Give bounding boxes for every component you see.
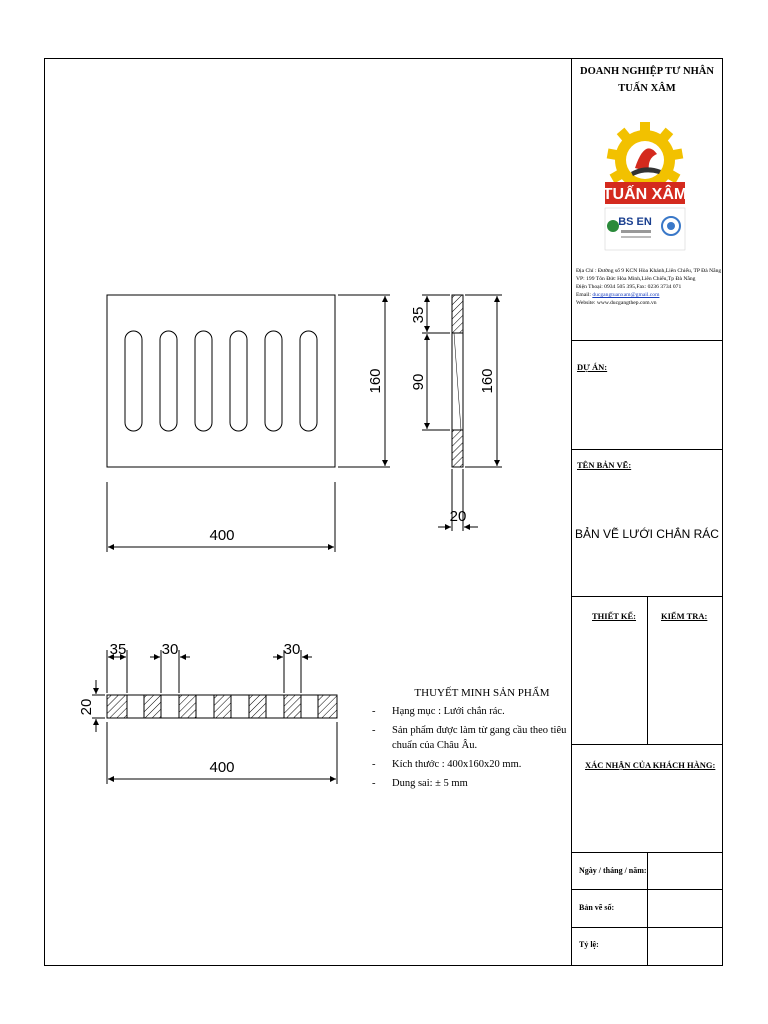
- note-item: - Kích thước : 400x160x20 mm.: [372, 757, 572, 772]
- checker-label: KIỂM TRA:: [661, 611, 708, 621]
- dim-side-mid: 90: [410, 373, 427, 391]
- dim-side-thickness: 20: [449, 508, 467, 525]
- logo-text: TUẤN XÂM: [603, 186, 687, 203]
- section-bar: [318, 695, 337, 718]
- section-bar: [214, 695, 231, 718]
- website-text: Website: www.ducgangthep.com.vn: [576, 300, 657, 306]
- dim-top-width: 400: [209, 527, 235, 544]
- dim-section-thickness: 20: [78, 698, 95, 716]
- section-bar: [179, 695, 196, 718]
- address-text: Địa Chỉ : Đường số 9 KCN Hòa Khánh,Liên Chiểu, TP Đà Nẵng: [576, 268, 722, 274]
- notes-heading: THUYẾT MINH SẢN PHẨM: [414, 687, 550, 699]
- side-hatch-top: [452, 295, 463, 333]
- note-item: - Hạng mục : Lưới chắn rác.: [372, 704, 572, 719]
- slot: [125, 331, 142, 431]
- project-label: DỰ ÁN:: [577, 362, 608, 372]
- drawing-number-label: Bản vẽ số:: [579, 903, 615, 912]
- designer-label: THIẾT KẾ:: [592, 611, 637, 621]
- office-text: VP: 199 Tôn Đức Hòa Minh,Liên Chiểu,Tp Đà Nẵng: [576, 276, 696, 282]
- note-item: - Sản phẩm được làm từ gang cầu theo tiêu chuẩn của Châu Âu.: [372, 723, 572, 753]
- dim-section-gap2: 30: [283, 641, 301, 658]
- side-hatch-bottom: [452, 430, 463, 467]
- section-bar: [144, 695, 161, 718]
- side-view: [422, 295, 502, 531]
- email-link[interactable]: ducgangtuanxam@gmail.com: [592, 292, 660, 298]
- customer-approval-label: XÁC NHẬN CỦA KHÁCH HÀNG:: [585, 760, 716, 770]
- scale-label: Tỷ lệ:: [579, 940, 599, 949]
- company-name: DOANH NGHIỆP TƯ NHÂN TUẤN XÂM: [580, 66, 714, 94]
- dim-side-top: 35: [410, 306, 427, 324]
- note-item: - Dung sai: ± 5 mm: [372, 776, 572, 791]
- drawing-title: BẢN VẼ LƯỚI CHẮN RÁC: [575, 527, 719, 541]
- logo-standard-text: BS EN: [618, 216, 652, 228]
- date-label: Ngày / tháng / năm:: [579, 866, 647, 875]
- slot: [160, 331, 177, 431]
- slot: [300, 331, 317, 431]
- phone-text: Điện Thoại: 0934 505 395,Fax: 0236 3734 071: [576, 284, 682, 290]
- email-line: Email: ducgangtuanxam@gmail.com: [576, 292, 660, 298]
- drawing-name-label: TÊN BẢN VẼ:: [577, 460, 632, 470]
- section-bar: [107, 695, 127, 718]
- dim-section-edge: 35: [109, 641, 127, 658]
- dim-side-height: 160: [479, 368, 496, 394]
- top-view-plate: [107, 295, 335, 467]
- dim-top-height: 160: [367, 368, 384, 394]
- section-bar: [284, 695, 301, 718]
- section-bar: [249, 695, 266, 718]
- dim-section-gap1: 30: [161, 641, 179, 658]
- dim-section-width: 400: [209, 759, 235, 776]
- slot: [265, 331, 282, 431]
- top-view: [107, 295, 390, 552]
- slot: [230, 331, 247, 431]
- product-notes: [372, 686, 572, 795]
- slot: [195, 331, 212, 431]
